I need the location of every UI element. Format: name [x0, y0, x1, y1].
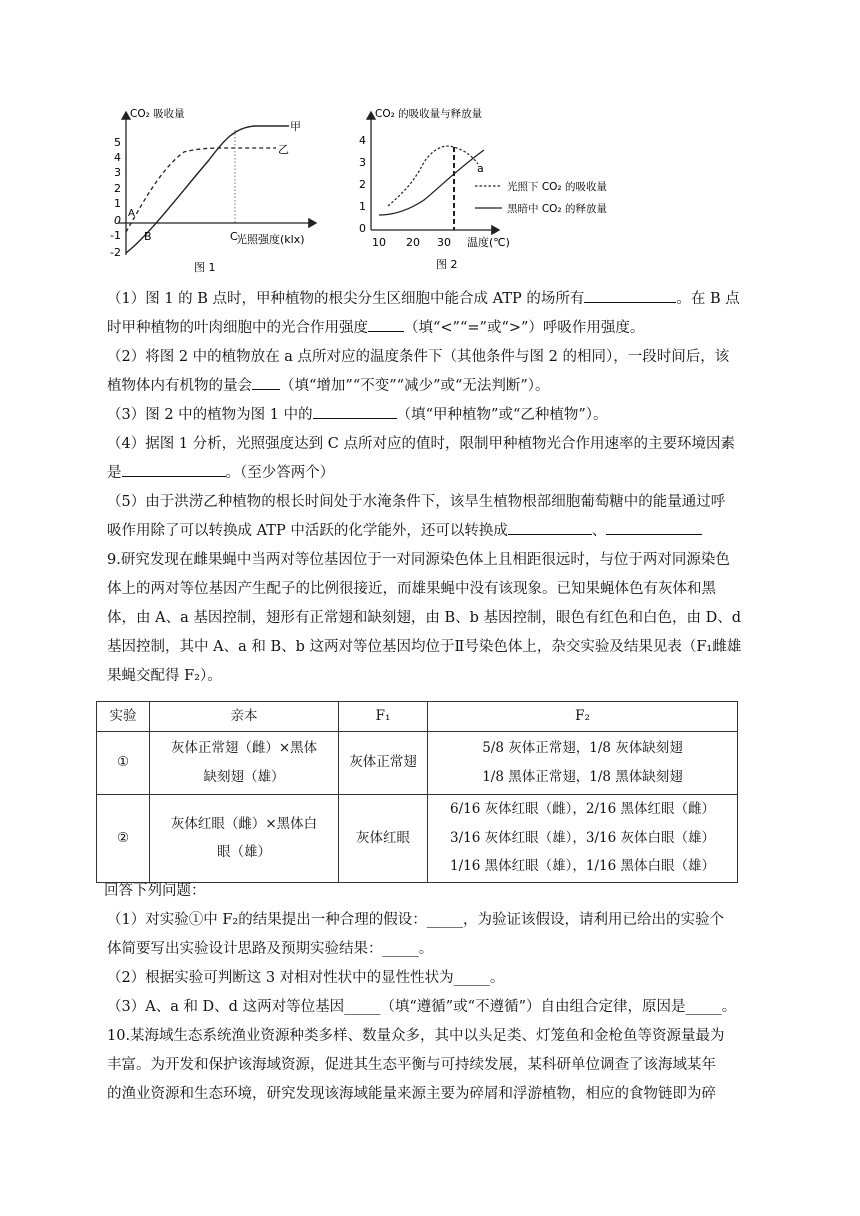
answer-blank[interactable]: [606, 520, 702, 535]
fig1-caption: 图 1: [194, 261, 216, 274]
table-row: [97, 731, 738, 794]
table-header: F₁: [339, 702, 428, 732]
fig2-curve-dark: [379, 150, 484, 215]
fig1-curve-yi: [126, 148, 276, 232]
q8-part4: （4）据图 1 分析，光照强度达到 C 点所对应的值时，限制甲种植物光合作用速率的主要环境因素 是 。（至少答两个）: [107, 436, 735, 481]
fig1-ytick: 2: [114, 182, 121, 195]
answer-blank[interactable]: [122, 462, 226, 477]
table-row: [97, 794, 738, 882]
answer-blank[interactable]: [313, 404, 397, 419]
answer-blank[interactable]: [252, 375, 280, 390]
q8-part3: （3）图 2 中的植物为图 1 中的 （填“甲种植物”或“乙种植物”）。: [107, 401, 757, 430]
fig1-point-c: C: [230, 230, 238, 243]
fig1-ytick: 4: [114, 151, 121, 164]
figure-2: [354, 100, 654, 276]
table-cell-parents: 灰体红眼（雌）×黑体白 眼（雄）: [150, 794, 339, 882]
table-header: F₂: [428, 702, 738, 732]
fig2-xtick: 10: [372, 236, 386, 249]
experiment-table: [96, 701, 738, 883]
fig1-label-yi: 乙: [278, 143, 289, 156]
q9-stem: 9.研究发现在雌果蝇中当两对等位基因位于一对同源染色体上且相距很远时，与位于两对同源染色 体上的两对等位基因产生配子的比例很接近，而雄果蝇中没有该现象。已知果蝇体色有灰体和黑 体，由 A、a 基因控制，翅形有正常翅和缺刻翅，由 B、b 基因控制，眼色有红色和白色，由 D、d 基因控制，其中 A、a 和 B、b 这两对等位基因均位于Ⅱ号染色体上，杂交实验及结果见表（F₁雌雄 果蝇交配得 F₂）。: [107, 552, 742, 684]
fig2-xlabel: 温度(℃): [467, 236, 510, 249]
fig1-ytick: 0: [114, 214, 121, 227]
fig2-legend-light: 光照下 CO₂ 的吸收量: [507, 181, 607, 193]
fig1-point-b: B: [144, 230, 152, 243]
table-cell-parents: 灰体正常翅（雌）×黑体 缺刻翅（雄）: [150, 731, 339, 794]
answer-blank[interactable]: [368, 317, 404, 332]
q8-part5: （5）由于洪涝乙种植物的根长时间处于水淹条件下，该旱生植物根部细胞葡萄糖中的能量通过呼 吸作用除了可以转换成 ATP 中活跃的化学能外，还可以转换成 、: [107, 494, 726, 539]
fig1-ytick: -1: [110, 229, 121, 242]
table-cell-exp: ①: [97, 731, 150, 794]
q9-questions: （1）对实验①中 F₂的结果提出一种合理的假设：_____，为验证该假设，请利用已给出的实验个 体简要写出实验设计思路及预期实验结果：_____。 （2）根据实验可判断这 3 对相对性状中的显性性状为_____。 （3）A、a 和 D、d 这两对等位基因_____（填“遵循”或“不遵循”）自由组合定律，原因是_____。: [107, 912, 737, 1015]
table-cell-exp: ②: [97, 794, 150, 882]
q10-stem: 10.某海域生态系统渔业资源种类多样、数量众多，其中以头足类、灯笼鱼和金枪鱼等资源量最为 丰富。为开发和保护该海域资源，促进其生态平衡与可持续发展，某科研单位调查了该海域某年 的渔业资源和生态环境，研究发现该海域能量来源主要为碎屑和浮游植物，相应的食物链即为碎: [107, 1028, 725, 1102]
fig2-curve-light: [388, 146, 478, 206]
figure-1: [104, 100, 326, 276]
q8-part1: （1）图 1 的 B 点时，甲种植物的根尖分生区细胞中能合成 ATP 的场所有 。在 B 点 时甲种植物的叶肉细胞中的光合作用强度 （填“<”“=”或“>”）呼吸作用强度。: [107, 285, 757, 343]
table-header-row: [97, 702, 738, 732]
table-cell-f2: 6/16 灰体红眼（雌），2/16 黑体红眼（雌） 3/16 灰体红眼（雄），3/16 灰体白眼（雄） 1/16 黑体红眼（雄），1/16 黑体白眼（雄）: [428, 794, 738, 882]
fig1-ytick: 3: [114, 166, 121, 179]
fig2-xtick: 30: [437, 236, 451, 249]
fig2-point-a: a: [477, 162, 484, 175]
fig1-label-jia: 甲: [290, 120, 301, 133]
answer-blank[interactable]: [508, 520, 592, 535]
fig1-xlabel: 光照强度(klx): [236, 233, 305, 246]
table-cell-f1: 灰体红眼: [339, 794, 428, 882]
table-header: 亲本: [150, 702, 339, 732]
fig2-ytick: 0: [359, 222, 366, 235]
fig2-xtick: 20: [406, 236, 420, 249]
answer-blank[interactable]: [584, 288, 676, 303]
fig2-ytick: 3: [359, 156, 366, 169]
fig2-ylabel: CO₂ 的吸收量与释放量: [375, 108, 483, 120]
table-header: 实验: [97, 702, 150, 732]
fig1-ytick: -2: [110, 246, 121, 259]
fig1-point-a: A: [128, 208, 135, 219]
q9-answer-intro: 回答下列问题：: [104, 883, 206, 899]
fig2-ytick: 1: [359, 200, 366, 213]
fig2-ytick: 4: [359, 134, 366, 147]
fig2-legend-dark: 黑暗中 CO₂ 的释放量: [507, 203, 607, 215]
fig1-ytick: 1: [114, 197, 121, 210]
fig2-caption: 图 2: [436, 258, 458, 271]
table-cell-f2: 5/8 灰体正常翅，1/8 灰体缺刻翅 1/8 黑体正常翅，1/8 黑体缺刻翅: [428, 731, 738, 794]
q8-part2: （2）将图 2 中的植物放在 a 点所对应的温度条件下（其他条件与图 2 的相同），一段时间后，该 植物体内有机物的量会 （填“增加”“不变”“减少”或“无法判断”）。: [107, 349, 730, 394]
table-cell-f1: 灰体正常翅: [339, 731, 428, 794]
fig1-ylabel: CO₂ 吸收量: [130, 108, 185, 120]
fig2-ytick: 2: [359, 178, 366, 191]
fig1-ytick: 5: [114, 136, 121, 149]
